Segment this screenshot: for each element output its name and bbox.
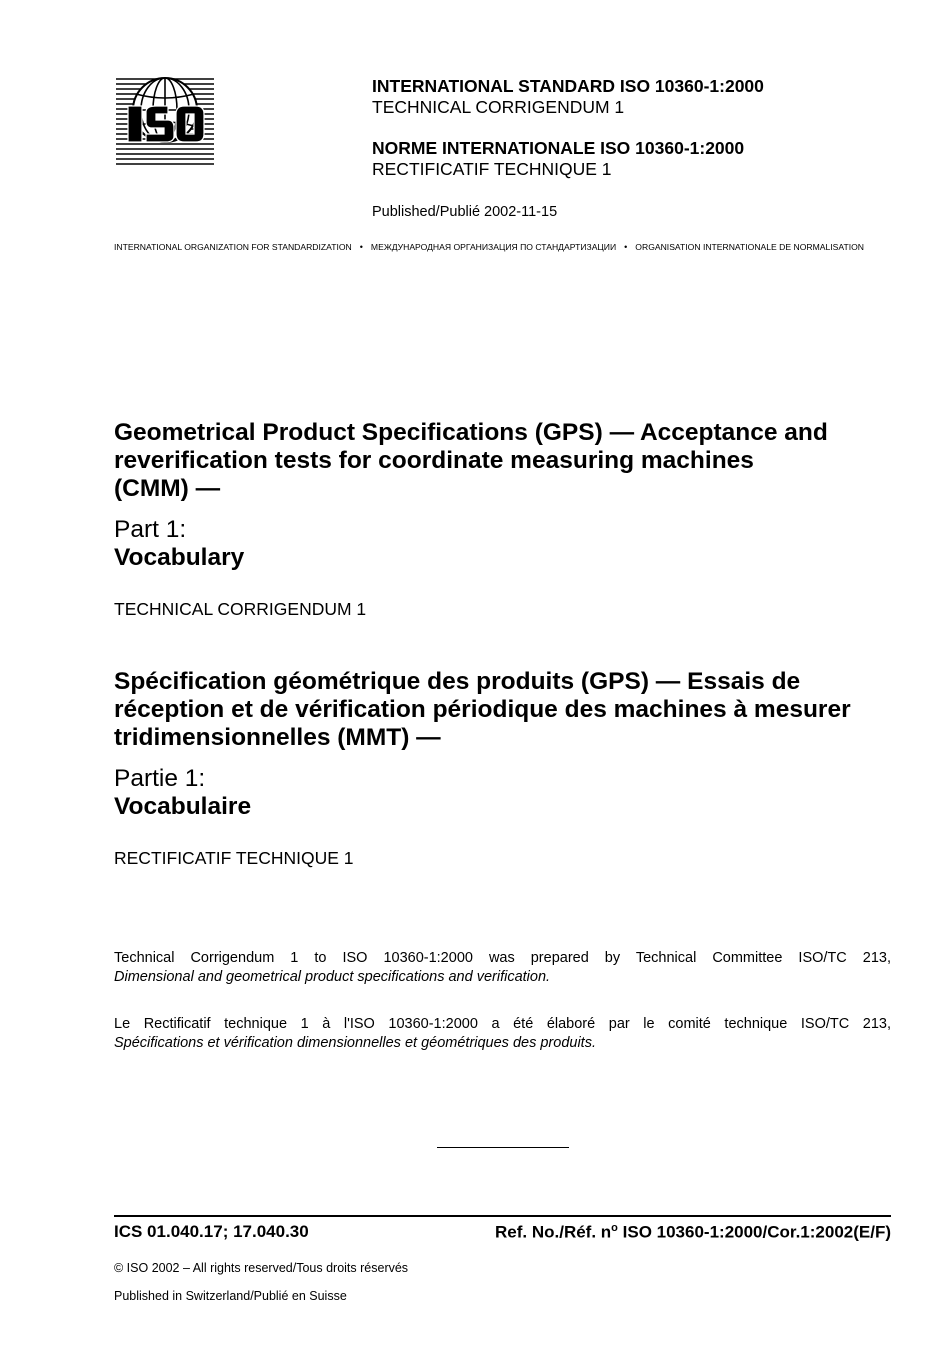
paragraph-fr-committee: Spécifications et vérification dimensionnelles et géométriques des produits. — [114, 1035, 596, 1051]
header-fr-title: NORME INTERNATIONALE ISO 10360-1:2000 — [372, 138, 745, 158]
paragraph-en — [114, 949, 891, 987]
header-en-subtitle: TECHNICAL CORRIGENDUM 1 — [372, 97, 625, 117]
ics-codes: ICS 01.040.17; 17.040.30 — [114, 1222, 309, 1241]
title-fr — [114, 668, 904, 752]
footer-rule — [114, 1215, 891, 1217]
bullet-icon: • — [624, 242, 628, 252]
iso-logo-graphic — [116, 76, 214, 166]
header-fr-subtitle: RECTIFICATIF TECHNIQUE 1 — [372, 159, 612, 179]
published-in: Published in Switzerland/Publié en Suisse — [114, 1289, 347, 1303]
paragraph-en-text: Technical Corrigendum 1 to ISO 10360-1:2000 was prepared by Technical Committee ISO/TC 213, — [114, 950, 891, 966]
paragraph-fr — [114, 1015, 891, 1053]
org-name-ru: МЕЖДУНАРОДНАЯ ОРГАНИЗАЦИЯ ПО СТАНДАРТИЗАЦИИ — [370, 242, 617, 252]
paragraph-fr-text: Le Rectificatif technique 1 à l'ISO 10360-1:2000 a été élaboré par le comité technique ISO/TC 213, — [114, 1016, 891, 1032]
corrigendum-en: TECHNICAL CORRIGENDUM 1 — [114, 599, 367, 619]
published-date: Published/Publié 2002-11-15 — [372, 204, 558, 220]
iso-logo — [116, 76, 214, 166]
part-en: Part 1: — [114, 516, 187, 543]
reference-number — [495, 1222, 891, 1243]
copyright: © ISO 2002 – All rights reserved/Tous droits réservés — [114, 1261, 409, 1275]
org-name-en: INTERNATIONAL ORGANIZATION FOR STANDARDIZATION — [114, 242, 352, 252]
end-rule — [437, 1147, 569, 1148]
header-en — [372, 76, 764, 118]
corrigendum-fr: RECTIFICATIF TECHNIQUE 1 — [114, 848, 354, 868]
header-en-title: INTERNATIONAL STANDARD ISO 10360-1:2000 — [372, 76, 764, 96]
title-en-line: (CMM) — — [114, 475, 221, 502]
header-fr — [372, 138, 744, 180]
paragraph-en-committee: Dimensional and geometrical product specifications and verification. — [114, 969, 551, 985]
title-fr-line: tridimensionnelles (MMT) — — [114, 724, 441, 751]
ref-suffix: ISO 10360-1:2000/Cor.1:2002(E/F) — [617, 1222, 891, 1242]
ref-sup: o — [611, 1222, 618, 1234]
title-fr-line: Spécification géométrique des produits (GPS) — Essais de — [114, 668, 801, 695]
title-en — [114, 419, 904, 503]
bullet-icon: • — [359, 242, 363, 252]
ref-prefix: Ref. No./Réf. n — [495, 1222, 612, 1242]
title-fr-line: réception et de vérification périodique des machines à mesurer — [114, 696, 851, 723]
organization-names — [114, 242, 894, 252]
part-name-fr: Vocabulaire — [114, 793, 252, 820]
org-name-fr: ORGANISATION INTERNATIONALE DE NORMALISATION — [635, 242, 865, 252]
title-en-line: reverification tests for coordinate measuring machines — [114, 447, 754, 474]
part-fr: Partie 1: — [114, 765, 206, 792]
part-name-en: Vocabulary — [114, 544, 245, 571]
title-en-line: Geometrical Product Specifications (GPS) — Acceptance and — [114, 419, 828, 446]
